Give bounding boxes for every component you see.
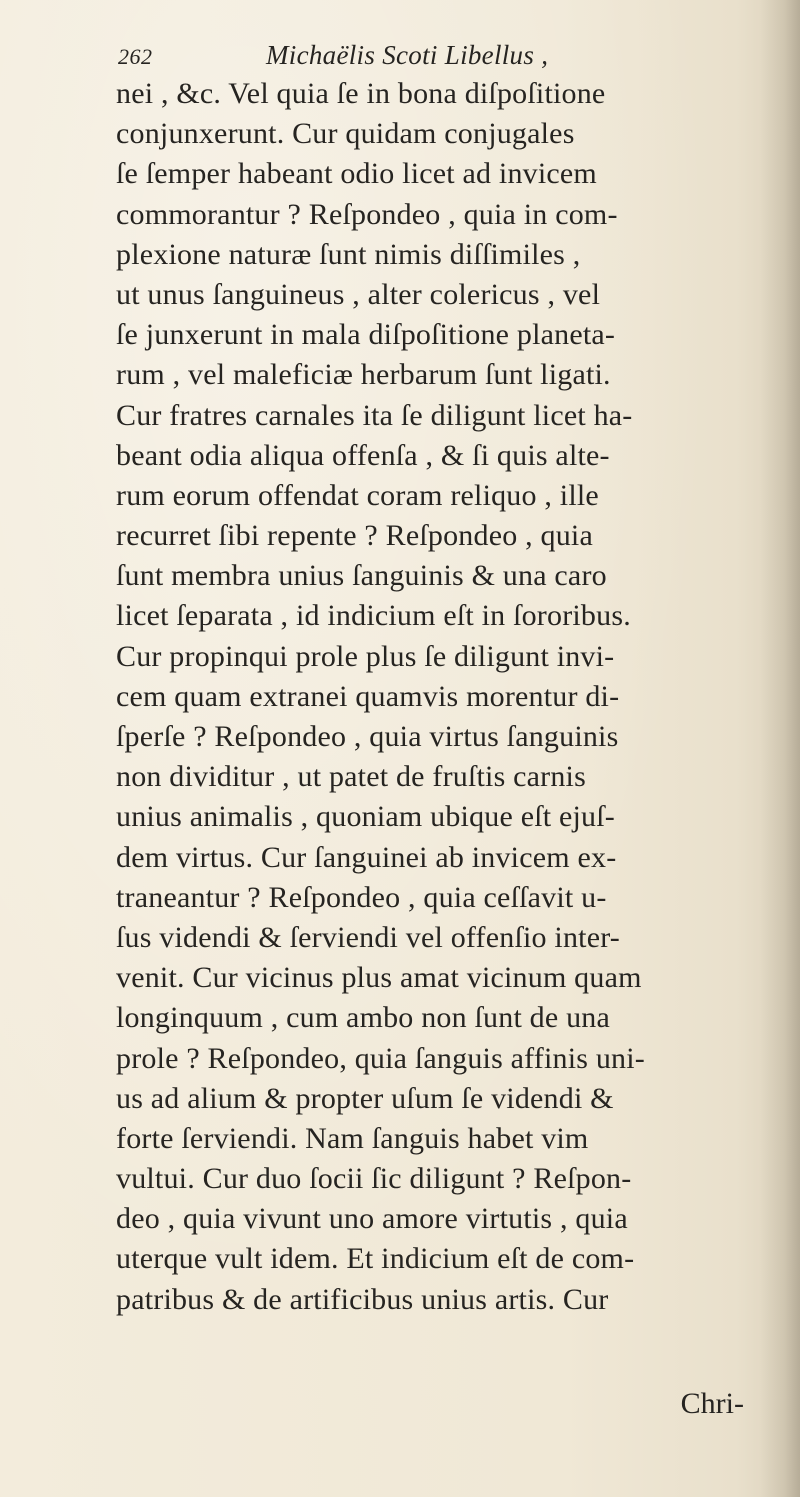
text-line: us ad alium & propter uſum ſe videndi &	[116, 1081, 614, 1115]
text-line: commorantur ? Reſpondeo , quia in com-	[116, 197, 618, 231]
text-line: rum , vel maleficiæ herbarum ſunt ligati.	[116, 358, 611, 392]
text-line: ut unus ſanguineus , alter colericus , vel	[116, 277, 601, 311]
running-head: Michaëlis Scoti Libellus ,	[266, 40, 549, 70]
text-line: licet ſeparata , id indicium eſt in ſororibus.	[116, 599, 631, 633]
body-text	[116, 74, 766, 1320]
text-line: ſe ſemper habeant odio licet ad invicem	[116, 157, 597, 191]
text-line: Cur propinqui prole plus ſe diligunt invi-	[116, 639, 615, 673]
text-line: beant odia aliqua offenſa , & ſi quis alte-	[116, 438, 610, 472]
text-line: Cur fratres carnales ita ſe diligunt licet ha-	[116, 398, 633, 432]
text-line: ſe junxerunt in mala diſpoſitione planeta-	[116, 318, 616, 352]
text-line: plexione naturæ ſunt nimis diſſimiles ,	[116, 237, 581, 271]
text-line: deo , quia vivunt uno amore virtutis , quia	[116, 1202, 628, 1236]
text-line: nei , &c. Vel quia ſe in bona diſpoſitione	[116, 77, 606, 110]
text-line: conjunxerunt. Cur quidam conjugales	[116, 117, 575, 151]
text-line: forte ſerviendi. Nam ſanguis habet vim	[116, 1121, 589, 1155]
gutter-shadow	[760, 0, 800, 1497]
text-line: ſperſe ? Reſpondeo , quia virtus ſanguinis	[116, 720, 619, 753]
text-line: vultui. Cur duo ſocii ſic diligunt ? Reſpon-	[116, 1162, 632, 1196]
text-line: ſunt membra unius ſanguinis & una caro	[116, 559, 607, 593]
text-line: prole ? Reſpondeo, quia ſanguis affinis uni-	[116, 1041, 645, 1075]
text-line: recurret ſibi repente ? Reſpondeo , quia	[116, 519, 593, 553]
text-line: traneantur ? Reſpondeo , quia ceſſavit u-	[116, 880, 607, 914]
text-line: cem quam extranei quamvis morentur di-	[116, 679, 620, 713]
text-line: ſus videndi & ſerviendi vel offenſio inter-	[116, 920, 620, 954]
text-line: uterque vult idem. Et indicium eſt de com-	[116, 1242, 635, 1276]
catchword: Chri-	[680, 1387, 744, 1420]
text-line: rum eorum offendat coram reliquo , ille	[116, 478, 599, 512]
text-line: patribus & de artificibus unius artis. Cur	[116, 1282, 609, 1316]
text-line: dem virtus. Cur ſanguinei ab invicem ex-	[116, 840, 617, 874]
text-line: unius animalis , quoniam ubique eſt ejuſ-	[116, 800, 615, 834]
page-number: 262	[118, 44, 153, 69]
text-line: venit. Cur vicinus plus amat vicinum quam	[116, 961, 642, 995]
text-line: non dividitur , ut patet de fruſtis carnis	[116, 760, 586, 794]
text-line: longinquum , cum ambo non ſunt de una	[116, 1001, 611, 1035]
